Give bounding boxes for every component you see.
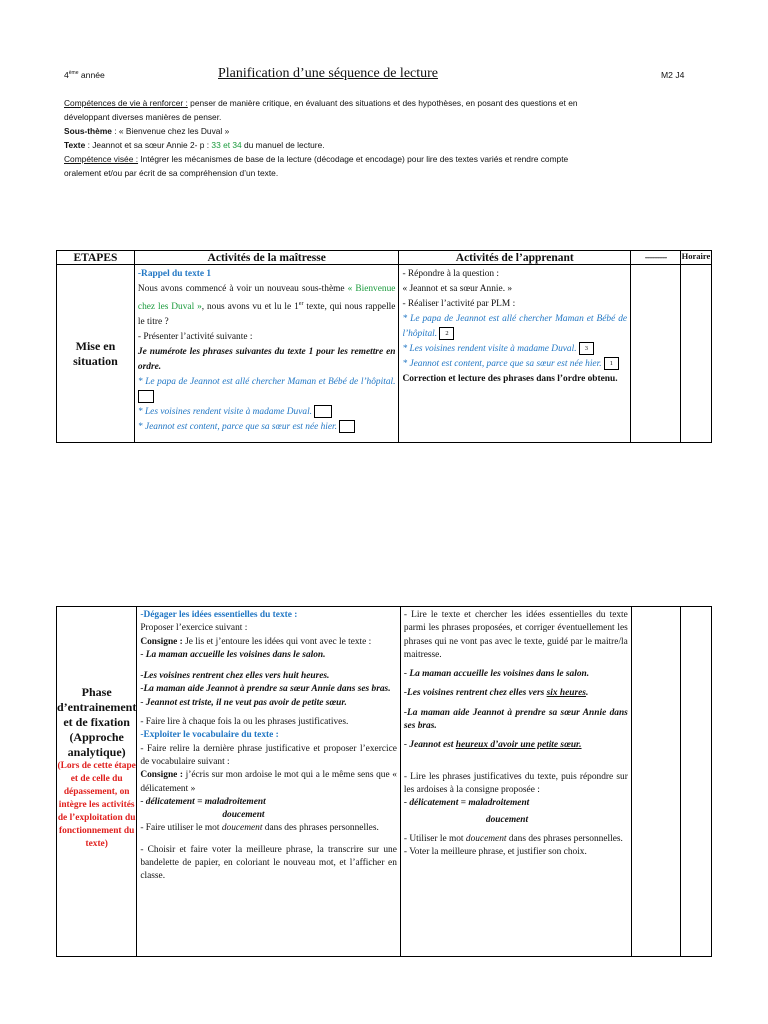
learner-plm: - Réaliser l’activité par PLM :	[402, 299, 516, 309]
level-label	[64, 70, 105, 80]
learner-idea-2	[404, 687, 628, 700]
learner-idea-4-b: heureux d’avoir une petite sœur.	[455, 740, 582, 751]
table2-row	[57, 607, 712, 957]
learner-answer-title: « Jeannot et sa sœur Annie. »	[402, 284, 513, 294]
vocab-line-1: - délicatement = maladroitement	[140, 796, 266, 807]
skills-line-2: développant diverses manières de penser.	[64, 112, 222, 122]
table-phase-entrainement	[56, 606, 712, 957]
recall-text-c: , nous avons vu et lu le 1	[201, 302, 299, 313]
target-label: Compétence visée :	[64, 154, 139, 164]
spacer	[140, 836, 397, 844]
teacher-sentence-1	[138, 375, 396, 405]
consigne-1	[140, 636, 397, 649]
use-word-b: doucement	[221, 823, 263, 834]
learner-vocab-line-1: - délicatement = maladroitement	[403, 798, 530, 809]
learner-use-word-a: - Utiliser le mot	[403, 833, 466, 844]
recall-sup: er	[298, 301, 304, 307]
step-note: (Lors de cette étape et de celle du dépassement, on intègre les activités de l’exploitation du fonctionnement du texte)	[57, 761, 136, 849]
blank-cell	[631, 607, 680, 957]
idea-2: -Les voisines rentrent chez elles vers huit heures.	[140, 671, 330, 682]
recall-text-d: texte, qui nous rappelle le titre ?	[137, 302, 396, 328]
learner-sentence-2	[402, 342, 627, 357]
col-header-teacher: Activités de la maîtresse	[134, 251, 399, 265]
teacher-activities-1	[134, 265, 399, 443]
consigne-2-text: j’écris sur mon ardoise le mot qui a le même sens que « délicatement »	[140, 770, 397, 794]
learner-idea-4	[404, 739, 628, 752]
intro-block	[64, 96, 704, 180]
teacher-activities-2	[137, 607, 401, 957]
learner-idea-2-c: .	[585, 688, 589, 699]
text-end: du manuel de lecture.	[241, 140, 325, 150]
learner-sentence-3-text: * Jeannot est content, parce que sa sœur est née hier.	[402, 359, 602, 369]
heading-vocabulary: -Exploiter le vocabulaire du texte :	[140, 730, 279, 741]
learner-idea-2-a: -Les voisines rentrent chez elles vers	[403, 688, 547, 699]
learner-read-justifications: - Lire les phrases justificatives du texte, puis répondre sur les ardoises à la consigne proposée :	[403, 771, 628, 795]
idea-1: - La maman accueille les voisines dans le salon.	[140, 649, 326, 660]
learner-idea-2-b: six heures	[546, 688, 586, 699]
recall-text-a: Nous avons commencé à voir un nouveau sous-thème	[137, 284, 348, 294]
propose-exercise: Proposer l’exercice suivant :	[140, 623, 248, 634]
read-justifications: - Faire lire à chaque fois la ou les phrases justificatives.	[140, 717, 349, 728]
teacher-sentence-1-text: * Le papa de Jeannot est allé chercher Maman et Bébé de l’hôpital.	[137, 377, 396, 388]
horaire-cell	[681, 607, 712, 957]
target-line	[64, 152, 704, 166]
learner-idea-4-a: - Jeannot est	[403, 740, 456, 751]
consigne-text: Je lis et j’entoure les idées qui vont avec le texte :	[182, 636, 372, 647]
teacher-sentence-3	[138, 420, 396, 435]
learner-vote: - Voter la meilleure phrase, et justifier son choix.	[403, 847, 587, 858]
spacer	[404, 753, 628, 771]
theme-label: Sous-thème	[64, 126, 112, 136]
present-activity: - Présenter l’activité suivante :	[137, 332, 253, 343]
idea-4: - Jeannot est triste, il ne veut pas avoir de petite sœur.	[140, 697, 347, 708]
recall-heading: -Rappel du texte 1	[137, 269, 212, 279]
col-header-learner: Activités de l’apprenant	[399, 251, 631, 265]
horaire-cell	[680, 265, 711, 443]
learner-sentence-1	[402, 312, 627, 342]
level-word: année	[78, 70, 105, 80]
skills-line	[64, 96, 704, 110]
skills-label: Compétences de vie à renforcer :	[64, 98, 188, 108]
step-title: Phase d’entrainement et de fixation (Approche analytique)	[57, 685, 137, 759]
consigne-2-label: Consigne :	[140, 770, 184, 781]
text-pages: 33 et 34	[211, 140, 242, 150]
learner-use-word	[404, 833, 628, 846]
learner-answer: - Répondre à la question :	[402, 269, 500, 279]
vote-best-sentence: - Choisir et faire voter la meilleure phrase, la transcrire sur une bandelette de papier, en coloriant le nouveau mot, et l’afficher en classe.	[140, 844, 397, 882]
number-box-empty	[339, 420, 355, 433]
level-superscript: ème	[68, 70, 79, 77]
text-value: : Jeannot et sa sœur Annie 2- p :	[85, 140, 212, 150]
table1-header-row	[57, 251, 712, 265]
learner-sentence-1-text: * Le papa de Jeannot est allé chercher Maman et Bébé de l’hôpital.	[402, 314, 628, 339]
learner-idea-3: -La maman aide Jeannot à prendre sa sœur Annie dans ses bras.	[403, 707, 628, 732]
teacher-sentence-3-text: * Jeannot est content, parce que sa sœur est née hier.	[137, 422, 338, 433]
col-header-horaire: Horaire	[680, 251, 711, 265]
reread-instruction: - Faire relire la dernière phrase justificative et proposer l’exercice de vocabulaire suivant :	[140, 743, 397, 767]
correction-reading: Correction et lecture des phrases dans l’ordre obtenu.	[402, 374, 618, 384]
number-box-empty	[138, 390, 154, 403]
skills-text-1: penser de manière critique, en évaluant des situations et des hypothèses, en posant des questions et en	[187, 98, 578, 108]
teacher-sentence-2	[138, 405, 396, 420]
recall-paragraph	[138, 282, 396, 330]
blank-cell	[631, 265, 681, 443]
col-header-etapes: ETAPES	[57, 251, 135, 265]
learner-vocab-line-2: doucement	[485, 814, 529, 825]
table-mise-en-situation	[56, 250, 712, 443]
learner-sentence-3	[402, 357, 627, 372]
learner-activities-1	[399, 265, 631, 443]
level-number: 4	[64, 70, 69, 80]
vocab-line-2: doucement	[222, 810, 265, 821]
number-box: 1	[604, 357, 619, 370]
learner-read-text: - Lire le texte et chercher les idées essentielles du texte parmi les phrases proposées, et corriger éventuellement les phrases qui ne vont pas avec le texte, guidé par le maitre/la maitresse.	[403, 610, 628, 660]
theme-text: : « Bienvenue chez les Duval »	[111, 126, 230, 136]
learner-sentence-2-text: * Les voisines rendent visite à madame Duval.	[402, 344, 577, 354]
use-word-a: - Faire utiliser le mot	[140, 823, 222, 834]
use-word-c: dans des phrases personnelles.	[262, 823, 379, 834]
step-mise-en-situation: Mise en situation	[57, 265, 135, 443]
learner-idea-1: - La maman accueille les voisines dans le salon.	[403, 669, 590, 680]
step-phase-entrainement	[57, 607, 137, 957]
consigne-2	[140, 769, 397, 796]
number-box-empty	[314, 405, 332, 418]
spacer	[140, 662, 397, 670]
learner-use-word-b: doucement	[465, 833, 507, 844]
target-text-1: Intégrer les mécanismes de base de la lecture (décodage et encodage) pour lire des textes variés et rendre compte	[138, 154, 569, 164]
learner-use-word-c: dans des phrases personnelles.	[506, 833, 623, 844]
text-line	[64, 138, 704, 152]
teacher-sentence-2-text: * Les voisines rendent visite à madame Duval.	[137, 407, 313, 418]
text-label: Texte	[64, 140, 86, 150]
consigne-label: Consigne :	[140, 636, 183, 647]
col-header-blank: -------------	[631, 251, 681, 265]
heading-main-ideas: -Dégager les idées essentielles du texte :	[140, 610, 298, 620]
recall-theme: « Bienvenue chez les Duval »	[137, 284, 396, 313]
idea-3: -La maman aide Jeannot à prendre sa sœur Annie dans ses bras.	[140, 684, 391, 695]
target-line-2: oralement et/ou par écrit de sa compréhension d’un texte.	[64, 168, 279, 178]
table1-row	[57, 265, 712, 443]
session-code: M2 J4	[661, 70, 685, 80]
use-word	[140, 822, 397, 835]
page-title: Planification d’une séquence de lecture	[218, 66, 439, 81]
learner-activities-2	[400, 607, 631, 957]
numbering-instruction: Je numérote les phrases suivantes du texte 1 pour les remettre en ordre.	[137, 347, 396, 373]
number-box: 2	[439, 327, 454, 340]
theme-line	[64, 124, 704, 138]
number-box: 3	[579, 342, 594, 355]
